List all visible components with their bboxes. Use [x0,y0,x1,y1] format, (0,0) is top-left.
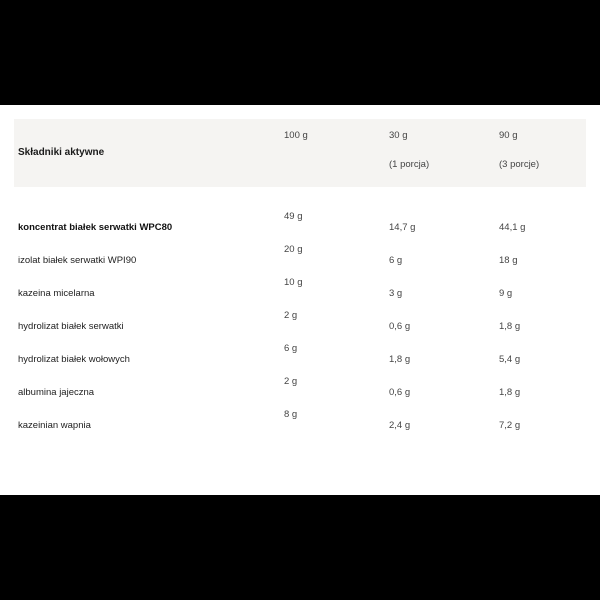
table-body [14,187,586,482]
value-100g-cell [284,376,389,409]
ingredient-name-cell [14,343,284,376]
column-header-100g-amount: 100 g [284,130,308,141]
column-header-30g-amount: 30 g [389,130,408,141]
value-90g: 18 g [499,255,518,266]
ingredient-name: hydrolizat białek wołowych [18,354,130,365]
value-30g: 6 g [389,255,403,266]
value-90g-cell [499,310,586,343]
value-100g-cell [284,343,389,376]
value-100g: 2 g [284,376,298,387]
value-90g-cell [499,343,586,376]
value-90g: 9 g [499,288,513,299]
value-100g: 20 g [284,244,303,255]
value-30g: 14,7 g [389,222,416,233]
value-100g-cell [284,211,389,244]
value-100g: 6 g [284,343,298,354]
ingredient-name-cell [14,211,284,244]
value-100g: 8 g [284,409,298,420]
value-30g-cell [389,244,499,277]
value-90g: 1,8 g [499,387,521,398]
value-100g-cell [284,409,389,442]
column-header-100g-note [284,141,389,159]
column-header-90g-note: (3 porcje) [499,159,540,170]
ingredient-name-cell [14,277,284,310]
value-90g-cell [499,409,586,442]
value-30g-cell [389,277,499,310]
ingredient-name-cell [14,376,284,409]
value-30g: 0,6 g [389,387,411,398]
column-header-100g [284,119,389,187]
ingredient-name: kazeinian wapnia [18,420,91,431]
ingredient-name-cell [14,409,284,442]
ingredient-name-cell [14,310,284,343]
column-header-90g [499,119,586,187]
table-spacer-row [14,187,586,211]
table-header [14,119,586,187]
table-title: Składniki aktywne [18,147,105,158]
value-30g: 1,8 g [389,354,411,365]
value-30g-cell [389,376,499,409]
column-header-90g-amount: 90 g [499,130,518,141]
value-90g: 7,2 g [499,420,521,431]
table-row [14,244,586,277]
table-row [14,211,586,244]
value-30g: 3 g [389,288,403,299]
column-header-30g-note: (1 porcja) [389,159,430,170]
value-90g-cell [499,211,586,244]
value-30g-cell [389,310,499,343]
value-100g-cell [284,244,389,277]
table-bottom-padding-row [14,442,586,482]
value-90g: 44,1 g [499,222,526,233]
table-row [14,310,586,343]
value-30g-cell [389,409,499,442]
column-header-30g [389,119,499,187]
value-100g: 49 g [284,211,303,222]
value-100g: 10 g [284,277,303,288]
table-row [14,277,586,310]
value-100g-cell [284,310,389,343]
value-90g: 1,8 g [499,321,521,332]
active-ingredients-table [14,119,586,482]
ingredient-name: kazeina micelarna [18,288,95,299]
nutrition-table-wrapper [14,119,586,482]
value-100g-cell [284,277,389,310]
table-row [14,343,586,376]
value-90g-cell [499,244,586,277]
table-row [14,376,586,409]
value-100g: 2 g [284,310,298,321]
ingredient-name: izolat białek serwatki WPI90 [18,255,137,266]
nutrition-panel [0,105,600,495]
value-90g-cell [499,376,586,409]
value-90g: 5,4 g [499,354,521,365]
table-title-cell [14,119,284,187]
value-30g-cell [389,343,499,376]
value-30g: 2,4 g [389,420,411,431]
ingredient-name: hydrolizat białek serwatki [18,321,124,332]
ingredient-name: albumina jajeczna [18,387,95,398]
table-header-row [14,119,586,187]
value-30g: 0,6 g [389,321,411,332]
ingredient-name-cell [14,244,284,277]
value-30g-cell [389,211,499,244]
table-row [14,409,586,442]
value-90g-cell [499,277,586,310]
ingredient-name: koncentrat białek serwatki WPC80 [18,222,173,233]
